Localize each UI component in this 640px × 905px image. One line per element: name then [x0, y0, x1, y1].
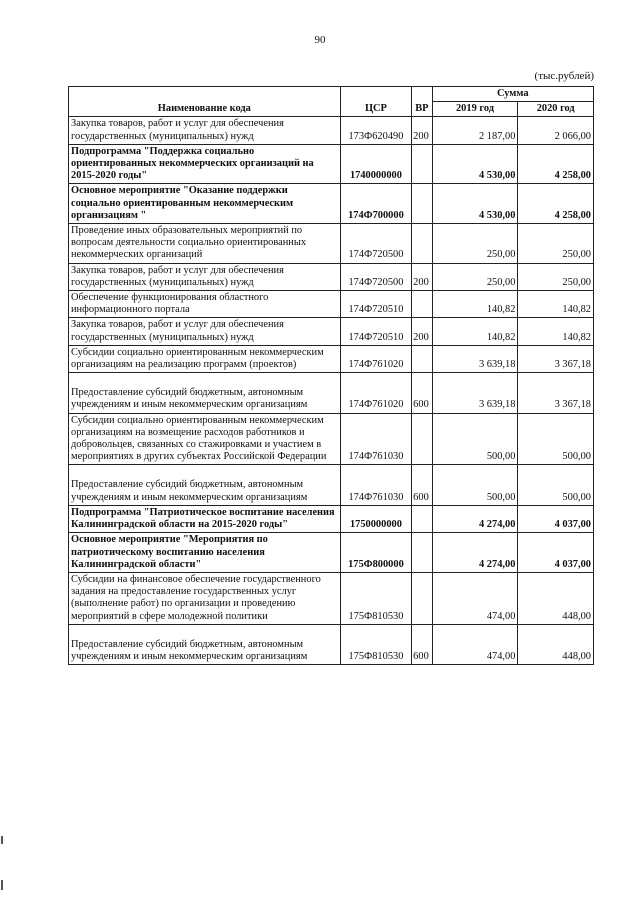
table-row [69, 345, 594, 372]
row-2020: 140,82 [518, 291, 594, 318]
row-csr: 174Ф720500 [340, 263, 411, 290]
row-csr: 175Ф810530 [340, 624, 411, 664]
row-2020: 3 367,18 [518, 345, 594, 372]
row-vr [412, 345, 432, 372]
table-row [69, 413, 594, 465]
table-row [69, 184, 594, 224]
row-vr [412, 144, 432, 184]
row-name: Предоставление субсидий бюджетным, автономным учреждениям и иным некоммерческим организациям [69, 373, 341, 413]
row-2020: 140,82 [518, 318, 594, 345]
row-2020: 4 037,00 [518, 505, 594, 532]
row-csr: 174Ф761030 [340, 465, 411, 505]
row-name: Основное мероприятие "Оказание поддержки социально ориентированным некоммерческим организациям " [69, 184, 341, 224]
header-name: Наименование кода [69, 87, 341, 117]
row-csr: 175Ф800000 [340, 533, 411, 573]
row-name: Субсидии социально ориентированным некоммерческим организациям на возмещение расходов работников и добровольцев, связанных со стажировками и участием в мероприятиях в других субъектах Российской Федерации [69, 413, 341, 465]
row-name: Закупка товаров, работ и услуг для обеспечения государственных (муниципальных) нужд [69, 117, 341, 144]
page-number: 90 [314, 34, 326, 46]
row-vr: 200 [412, 263, 432, 290]
row-2019: 250,00 [432, 224, 518, 264]
row-vr [412, 291, 432, 318]
row-2019: 140,82 [432, 291, 518, 318]
header-vr: ВР [412, 87, 432, 117]
table-row [69, 291, 594, 318]
row-2020: 2 066,00 [518, 117, 594, 144]
header-csr: ЦСР [340, 87, 411, 117]
table-row [69, 144, 594, 184]
row-csr: 175Ф810530 [340, 572, 411, 624]
row-2020: 500,00 [518, 413, 594, 465]
row-2020: 3 367,18 [518, 373, 594, 413]
row-2020: 500,00 [518, 465, 594, 505]
row-vr: 600 [412, 373, 432, 413]
row-csr: 1750000000 [340, 505, 411, 532]
row-name: Основное мероприятие "Мероприятия по патриотическому воспитанию населения Калининградской области" [69, 533, 341, 573]
row-vr [412, 533, 432, 573]
row-2019: 4 530,00 [432, 144, 518, 184]
table-row [69, 224, 594, 264]
row-csr: 173Ф620490 [340, 117, 411, 144]
row-vr: 600 [412, 624, 432, 664]
row-2019: 500,00 [432, 413, 518, 465]
margin-mark [1, 836, 3, 844]
row-name: Предоставление субсидий бюджетным, автономным учреждениям и иным некоммерческим организациям [69, 465, 341, 505]
row-name: Подпрограмма "Патриотическое воспитание населения Калининградской области на 2015-2020 годы" [69, 505, 341, 532]
table-row [69, 117, 594, 144]
table-row [69, 505, 594, 532]
row-2020: 4 037,00 [518, 533, 594, 573]
row-name: Субсидии на финансовое обеспечение государственного задания на предоставление государственных услуг (выполнение работ) по организации и проведению мероприятий в сфере молодежной политики [69, 572, 341, 624]
row-name: Предоставление субсидий бюджетным, автономным учреждениям и иным некоммерческим организациям [69, 624, 341, 664]
header-2019: 2019 год [432, 102, 518, 117]
row-name: Проведение иных образовательных мероприятий по вопросам деятельности социально ориентированных некоммерческих организаций [69, 224, 341, 264]
table-row [69, 263, 594, 290]
row-2020: 250,00 [518, 224, 594, 264]
row-2019: 500,00 [432, 465, 518, 505]
row-2019: 4 274,00 [432, 533, 518, 573]
table-body [69, 117, 594, 665]
row-name: Закупка товаров, работ и услуг для обеспечения государственных (муниципальных) нужд [69, 318, 341, 345]
row-2019: 4 274,00 [432, 505, 518, 532]
row-2020: 250,00 [518, 263, 594, 290]
row-csr: 174Ф720500 [340, 224, 411, 264]
row-csr: 174Ф761020 [340, 345, 411, 372]
row-2019: 250,00 [432, 263, 518, 290]
row-vr: 200 [412, 318, 432, 345]
row-2020: 448,00 [518, 624, 594, 664]
row-2019: 4 530,00 [432, 184, 518, 224]
row-vr [412, 184, 432, 224]
table-row [69, 624, 594, 664]
header-sum: Сумма [432, 87, 593, 102]
table-row [69, 318, 594, 345]
table-row [69, 533, 594, 573]
row-vr: 200 [412, 117, 432, 144]
row-vr [412, 505, 432, 532]
row-vr [412, 413, 432, 465]
row-2020: 448,00 [518, 572, 594, 624]
row-csr: 1740000000 [340, 144, 411, 184]
row-name: Субсидии социально ориентированным некоммерческим организациям на реализацию программ (проектов) [69, 345, 341, 372]
row-2019: 2 187,00 [432, 117, 518, 144]
table-row [69, 373, 594, 413]
budget-table [68, 86, 594, 665]
row-name: Закупка товаров, работ и услуг для обеспечения государственных (муниципальных) нужд [69, 263, 341, 290]
row-csr: 174Ф720510 [340, 318, 411, 345]
row-2020: 4 258,00 [518, 184, 594, 224]
row-vr [412, 572, 432, 624]
margin-mark [1, 880, 3, 890]
row-csr: 174Ф761030 [340, 413, 411, 465]
row-2019: 3 639,18 [432, 373, 518, 413]
row-2019: 474,00 [432, 624, 518, 664]
row-name: Подпрограмма "Поддержка социально ориентированных некоммерческих организаций на 2015-2020 годы" [69, 144, 341, 184]
row-csr: 174Ф700000 [340, 184, 411, 224]
row-2019: 140,82 [432, 318, 518, 345]
table-row [69, 572, 594, 624]
row-2019: 3 639,18 [432, 345, 518, 372]
row-2019: 474,00 [432, 572, 518, 624]
unit-note: (тыс.рублей) [534, 70, 594, 82]
row-2020: 4 258,00 [518, 144, 594, 184]
header-2020: 2020 год [518, 102, 594, 117]
row-vr [412, 224, 432, 264]
row-csr: 174Ф720510 [340, 291, 411, 318]
row-vr: 600 [412, 465, 432, 505]
row-name: Обеспечение функционирования областного информационного портала [69, 291, 341, 318]
table-row [69, 465, 594, 505]
row-csr: 174Ф761020 [340, 373, 411, 413]
